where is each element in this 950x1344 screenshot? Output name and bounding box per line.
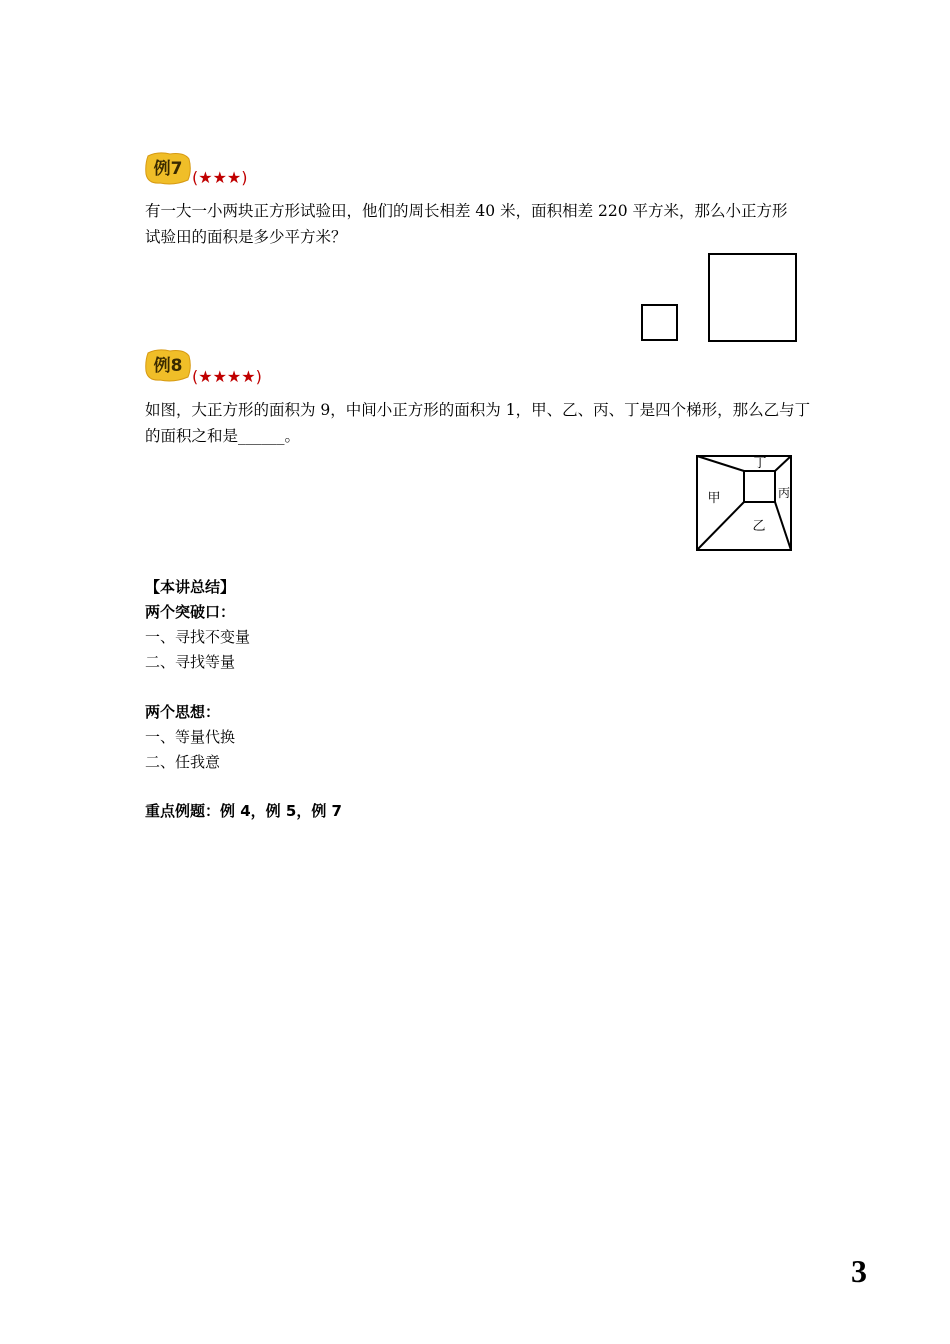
label-yi: 乙 bbox=[752, 519, 766, 534]
breakthrough-title: 两个突破口： bbox=[145, 603, 236, 621]
example-7-badge bbox=[144, 150, 192, 186]
example-8-text-line-2: 的面积之和是______。 bbox=[145, 427, 301, 445]
summary-heading: 【本讲总结】 bbox=[145, 578, 236, 596]
small-square-figure bbox=[641, 304, 678, 341]
page-number: 3 bbox=[851, 1253, 867, 1289]
example-8-badge-text: 例8 bbox=[153, 356, 183, 376]
ideas-item-1: 一、等量代换 bbox=[145, 728, 236, 746]
trapezoid-diagram bbox=[694, 453, 794, 553]
example-7-badge-text: 例7 bbox=[153, 159, 183, 179]
ideas-title: 两个思想： bbox=[145, 703, 221, 721]
key-examples: 重点例题：例 4，例 5，例 7 bbox=[145, 802, 342, 820]
large-square-figure bbox=[708, 253, 797, 342]
breakthrough-item-2: 二、寻找等量 bbox=[145, 653, 236, 671]
example-8-text-line-1: 如图，大正方形的面积为 9，中间小正方形的面积为 1，甲、乙、丙、丁是四个梯形，那么乙与丁 bbox=[145, 401, 811, 419]
example-7-text-line-1: 有一大一小两块正方形试验田，他们的周长相差 40 米，面积相差 220 平方米，那么小正方形 bbox=[145, 202, 788, 220]
example-8-stars: (★★★★) bbox=[192, 367, 262, 386]
example-8-badge bbox=[144, 347, 192, 383]
label-jia: 甲 bbox=[707, 491, 721, 506]
label-ding: 丁 bbox=[753, 456, 767, 471]
label-bing: 丙 bbox=[777, 486, 791, 500]
example-7-text-line-2: 试验田的面积是多少平方米？ bbox=[145, 228, 347, 246]
breakthrough-item-1: 一、寻找不变量 bbox=[145, 628, 251, 646]
example-7-stars: (★★★) bbox=[192, 168, 248, 187]
ideas-item-2: 二、任我意 bbox=[145, 753, 221, 771]
